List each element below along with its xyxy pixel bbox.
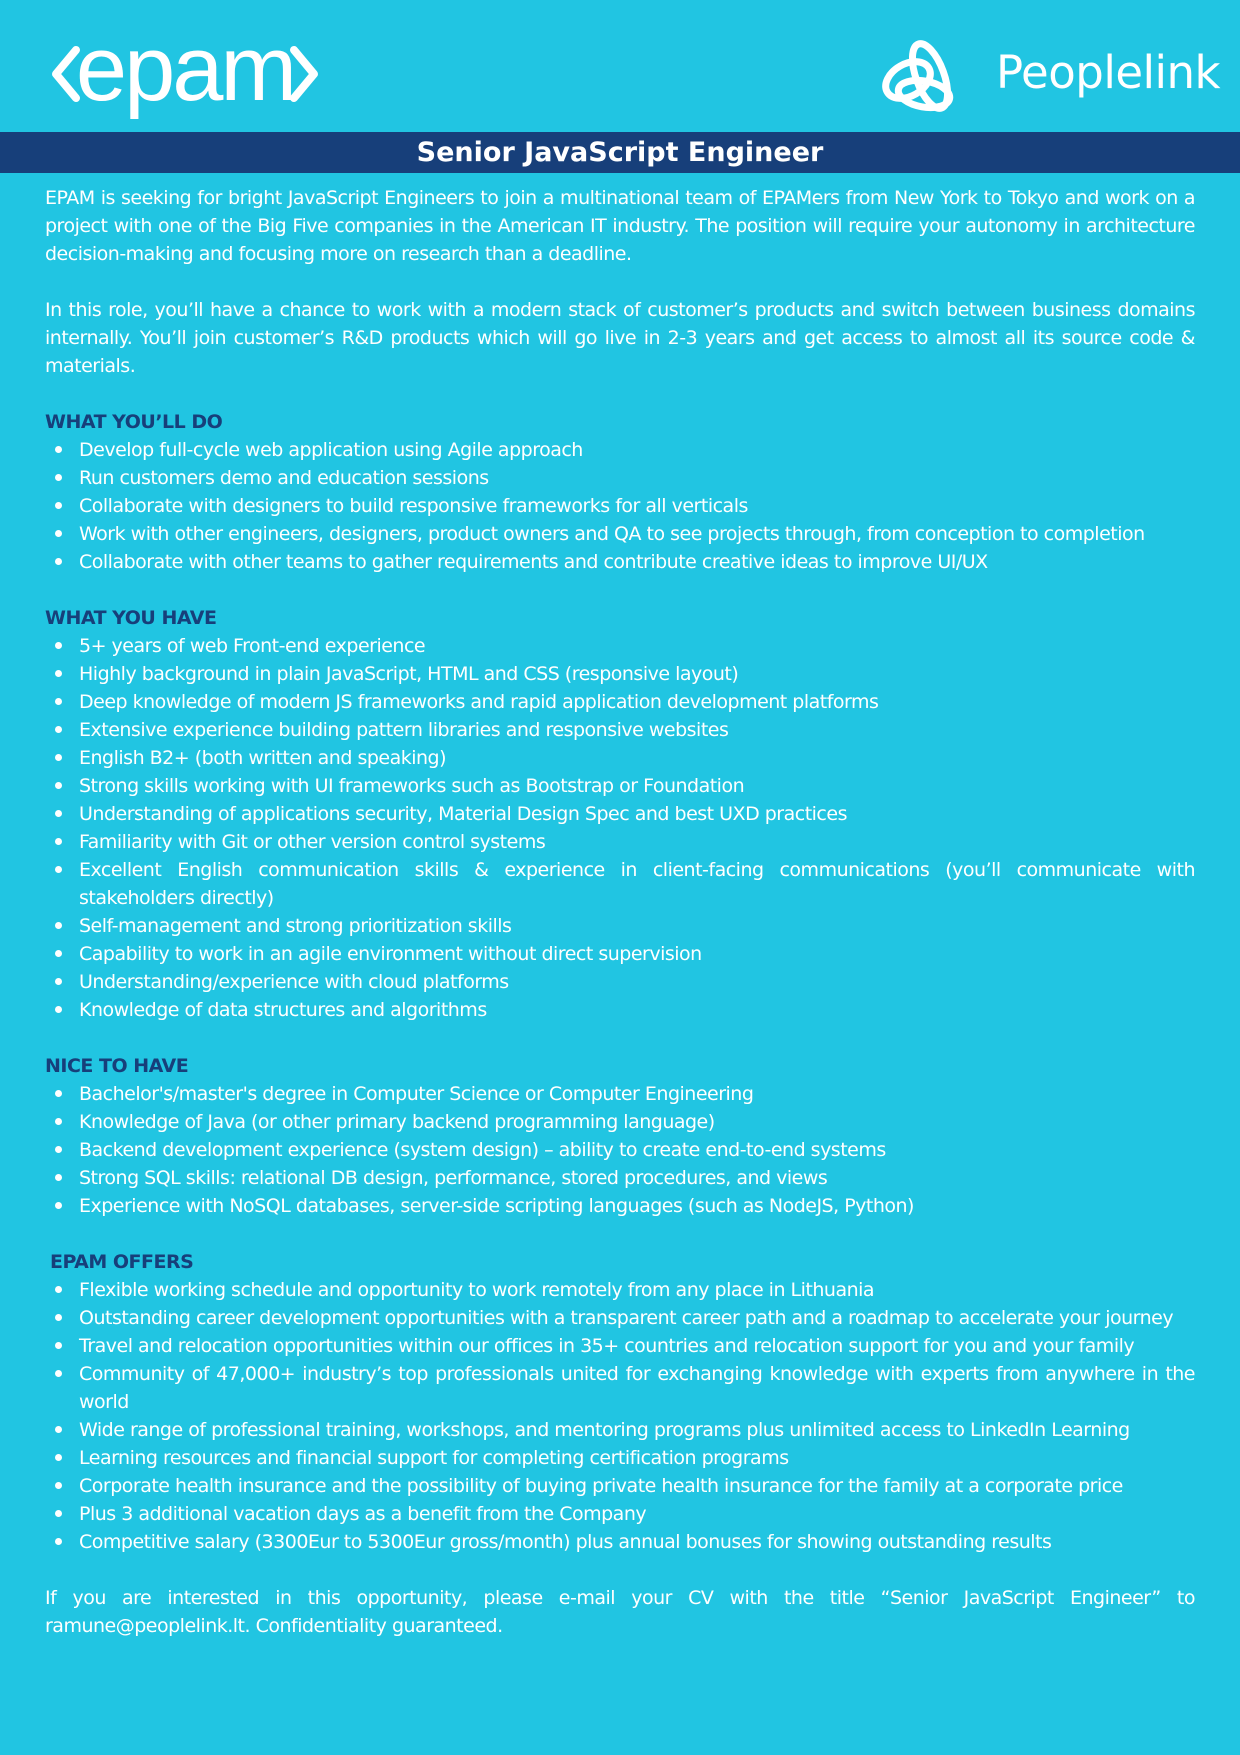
section-heading-nice-to-have: NICE TO HAVE (45, 1055, 189, 1077)
list-item: Understanding/experience with cloud platforms (45, 968, 1195, 996)
list-item: Backend development experience (system design) – ability to create end-to-end systems (45, 1136, 1195, 1164)
list-item: Wide range of professional training, workshops, and mentoring programs plus unlimited access to LinkedIn Learning (45, 1416, 1195, 1444)
list-what-youll-do (45, 436, 1195, 576)
list-item: Knowledge of data structures and algorithms (45, 996, 1195, 1024)
peoplelink-logo (878, 30, 1221, 122)
list-item: Strong skills working with UI frameworks such as Bootstrap or Foundation (45, 772, 1195, 800)
list-epam-offers (45, 1276, 1195, 1556)
list-item: Collaborate with designers to build responsive frameworks for all verticals (45, 492, 1195, 520)
list-item: Collaborate with other teams to gather requirements and contribute creative ideas to improve UI/UX (45, 548, 1195, 576)
list-nice-to-have (45, 1080, 1195, 1220)
list-item: Knowledge of Java (or other primary backend programming language) (45, 1108, 1195, 1136)
list-item: Plus 3 additional vacation days as a benefit from the Company (45, 1500, 1195, 1528)
epam-logo-text: epam (75, 28, 295, 120)
list-item: Highly background in plain JavaScript, HTML and CSS (responsive layout) (45, 660, 1195, 688)
list-item: Deep knowledge of modern JS frameworks and rapid application development platforms (45, 688, 1195, 716)
list-item: 5+ years of web Front-end experience (45, 632, 1195, 660)
list-item: Bachelor's/master's degree in Computer Science or Computer Engineering (45, 1080, 1195, 1108)
list-item: Extensive experience building pattern libraries and responsive websites (45, 716, 1195, 744)
section-heading-what-youll-do: WHAT YOU’LL DO (45, 411, 223, 433)
list-item: Work with other engineers, designers, product owners and QA to see projects through, from conception to completion (45, 520, 1195, 548)
list-item: Understanding of applications security, Material Design Spec and best UXD practices (45, 800, 1195, 828)
intro-paragraph-1: EPAM is seeking for bright JavaScript Engineers to join a multinational team of EPAMers from New York to Tokyo and work on a project with one of the Big Five companies in the American IT industry. The position will require your autonomy in architecture decision-making and focusing more on research than a deadline. (45, 187, 1195, 265)
list-item: Strong SQL skills: relational DB design, performance, stored procedures, and views (45, 1164, 1195, 1192)
intro-paragraph-2: In this role, you’ll have a chance to work with a modern stack of customer’s products and switch between business domains internally. You’ll join customer’s R&D products which will go live in 2-3 years and get access to almost all its source code & materials. (45, 299, 1195, 377)
list-what-you-have (45, 632, 1195, 1024)
list-item: Flexible working schedule and opportunity to work remotely from any place in Lithuania (45, 1276, 1195, 1304)
list-item: English B2+ (both written and speaking) (45, 744, 1195, 772)
list-item: Experience with NoSQL databases, server-side scripting languages (such as NodeJS, Python) (45, 1192, 1195, 1220)
section-heading-epam-offers: EPAM OFFERS (50, 1251, 194, 1273)
list-item: Capability to work in an agile environment without direct supervision (45, 940, 1195, 968)
epam-logo (50, 28, 320, 138)
list-item: Learning resources and financial support for completing certification programs (45, 1444, 1195, 1472)
list-item: Familiarity with Git or other version control systems (45, 828, 1195, 856)
section-heading-what-you-have: WHAT YOU HAVE (45, 607, 217, 629)
closing-paragraph: If you are interested in this opportunity, please e-mail your CV with the title “Senior JavaScript Engineer” to ramune@peoplelink.lt. Confidentiality guaranteed. (45, 1587, 1195, 1637)
list-item: Self-management and strong prioritization skills (45, 912, 1195, 940)
list-item: Run customers demo and education sessions (45, 464, 1195, 492)
list-item: Outstanding career development opportunities with a transparent career path and a roadmap to accelerate your journey (45, 1304, 1195, 1332)
page-title: Senior JavaScript Engineer (0, 132, 1240, 173)
list-item: Travel and relocation opportunities within our offices in 35+ countries and relocation support for you and your family (45, 1332, 1195, 1360)
list-item: Corporate health insurance and the possibility of buying private health insurance for the family at a corporate price (45, 1472, 1195, 1500)
peoplelink-logo-text: Peoplelink (996, 46, 1221, 99)
list-item: Excellent English communication skills & experience in client-facing communications (you’ll communicate with stakeholders directly) (45, 856, 1195, 912)
list-item: Competitive salary (3300Eur to 5300Eur gross/month) plus annual bonuses for showing outstanding results (45, 1528, 1195, 1556)
list-item: Develop full-cycle web application using Agile approach (45, 436, 1195, 464)
job-description (45, 184, 1195, 1640)
list-item: Community of 47,000+ industry’s top professionals united for exchanging knowledge with experts from anywhere in the world (45, 1360, 1195, 1416)
